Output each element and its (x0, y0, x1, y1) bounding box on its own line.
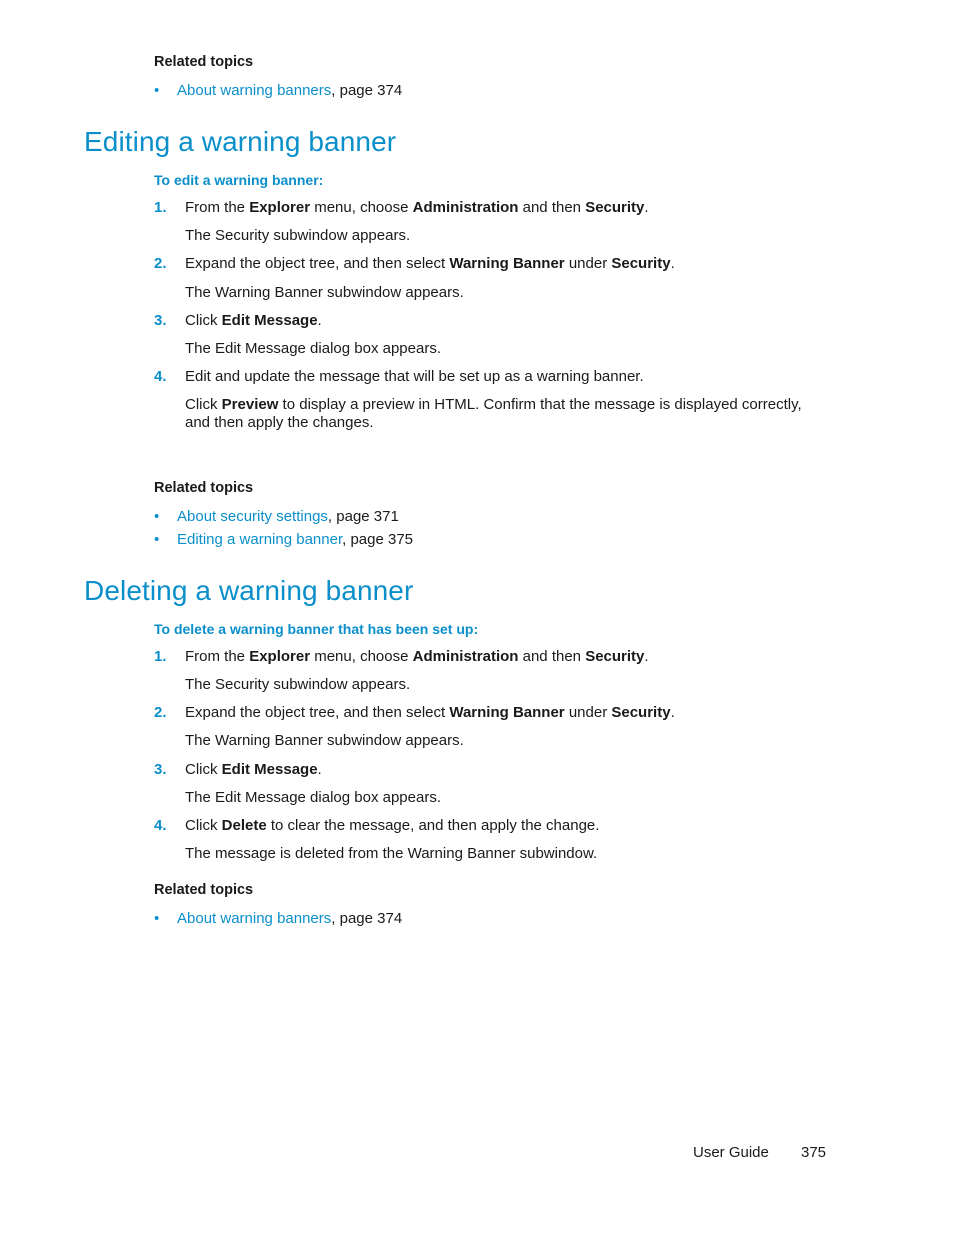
related-topics-heading: Related topics (154, 54, 254, 70)
footer-label: User Guide (693, 1144, 769, 1161)
related-topics-heading: Related topics (154, 882, 254, 898)
step-text: Click Edit Message. (185, 312, 322, 329)
step-text: Edit and update the message that will be set up as a warning banner. (185, 368, 644, 385)
step-text: Expand the object tree, and then select Warning Banner under Security. (185, 704, 675, 721)
procedure-heading-delete: To delete a warning banner that has been set up: (154, 621, 479, 637)
bullet-icon: • (154, 82, 160, 99)
section-title-deleting: Deleting a warning banner (84, 575, 414, 606)
step-number: 1. (154, 648, 167, 665)
step-result: The Edit Message dialog box appears. (185, 340, 441, 357)
step-result: The Warning Banner subwindow appears. (185, 732, 464, 749)
step-number: 3. (154, 761, 167, 778)
step-text: Expand the object tree, and then select Warning Banner under Security. (185, 255, 675, 272)
related-topic-item: • About warning banners, page 374 (154, 82, 403, 99)
related-link-about-warning-banners[interactable]: About warning banners (177, 910, 332, 927)
step-number: 1. (154, 199, 167, 216)
step-result: The message is deleted from the Warning Banner subwindow. (185, 845, 598, 862)
step-result-continued: and then apply the changes. (185, 414, 374, 431)
step-text: Click Edit Message. (185, 761, 322, 778)
section-title-editing: Editing a warning banner (84, 126, 397, 157)
related-topics-heading: Related topics (154, 480, 254, 496)
step-number: 2. (154, 704, 167, 721)
bullet-icon: • (154, 910, 160, 927)
step-result: The Security subwindow appears. (185, 227, 411, 244)
related-topic-item: • About security settings, page 371 (154, 508, 399, 525)
bullet-icon: • (154, 508, 160, 525)
related-link-about-security-settings[interactable]: About security settings (177, 508, 328, 525)
step-text: From the Explorer menu, choose Administration and then Security. (185, 648, 649, 665)
step-result: Click Preview to display a preview in HTML. Confirm that the message is displayed correctly, (185, 396, 802, 413)
related-topic-item: • Editing a warning banner, page 375 (154, 531, 414, 548)
procedure-heading-edit: To edit a warning banner: (154, 172, 324, 188)
step-number: 4. (154, 368, 167, 385)
step-result: The Security subwindow appears. (185, 676, 411, 693)
page-number: 375 (801, 1144, 827, 1161)
related-link-about-warning-banners[interactable]: About warning banners (177, 82, 332, 99)
step-result: The Edit Message dialog box appears. (185, 789, 441, 806)
bullet-icon: • (154, 531, 160, 548)
related-topic-item: • About warning banners, page 374 (154, 910, 403, 927)
step-number: 2. (154, 255, 167, 272)
step-number: 3. (154, 312, 167, 329)
step-result: The Warning Banner subwindow appears. (185, 284, 464, 301)
related-link-editing-warning-banner[interactable]: Editing a warning banner (177, 531, 343, 548)
step-text: From the Explorer menu, choose Administration and then Security. (185, 199, 649, 216)
step-text: Click Delete to clear the message, and then apply the change. (185, 817, 600, 834)
step-number: 4. (154, 817, 167, 834)
